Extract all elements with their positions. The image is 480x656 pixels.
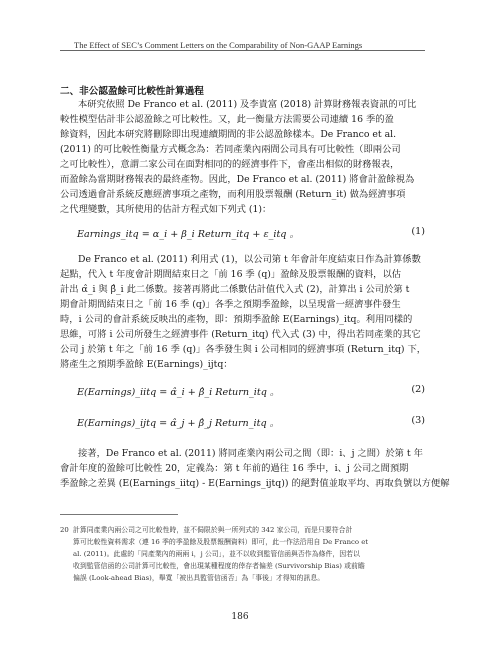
equation-number: (3) (411, 415, 425, 426)
paragraph-line: 餘資料，因此本研究將刪除即出現連續期間的非公認盈餘樣本。De Franco et al. (60, 129, 397, 140)
footnote-line: 計算同產業內兩公司之可比較性時，並不侷限於與一所列式的 342 家公司，而是只要符合計 (73, 526, 353, 534)
equation-formula: Earnings_itq = α_i + β_i Return_itq + ε_itq 。 (77, 229, 300, 240)
paragraph-line: 季盈餘之差異 (E(Earnings_iitq) - E(Earnings_ijtq)) 的絕對值並取平均、再取負號以方便解 (60, 478, 450, 489)
paragraph-line: 計出 α̂_i 與 β̂_i 此二係數。接著再將此二係數估計值代入式 (2)，計算出 i 公司於第 t (60, 284, 410, 295)
footnote-number: 20 (60, 526, 69, 534)
paragraph-line: 之可比較性），意謂二家公司在面對相同的的經濟事件下，會產出相似的財務報表， (60, 159, 400, 170)
paragraph-line: 期會計期間結束日之「前 16 季 (q)」各季之預期季盈餘，以呈現當一經濟事件發生 (60, 299, 401, 310)
equation-3 (77, 415, 425, 431)
paragraph-line: De Franco et al. (2011) 利用式 (1)，以公司第 t 年會計年度結束日作為計算係數 (78, 254, 421, 265)
paragraph-line: 會計年度的盈餘可比較性 20，定義為：第 t 年前的過往 16 季中，i、j 公司之間預期 (60, 463, 409, 474)
footnote (60, 524, 428, 584)
header-rule (60, 50, 425, 51)
paragraph-line: 將產生之預期季盈餘 E(Earnings)_ijtq： (60, 359, 233, 370)
page-number: 186 (231, 612, 249, 622)
footnote-line: 偏誤 (Look-ahead Bias)，舉寬「被出具監管信函否」為「事後」才得知的訊息。 (73, 574, 325, 582)
paragraph-1 (60, 97, 425, 217)
paragraph-line: 而盈餘為當期財務報表的最終產物。因此，De Franco et al. (2011) 將會計盈餘視為 (60, 174, 415, 185)
paragraph-line: 公司透過會計系統反應經濟事項之產物，而利用股票報酬 (Return_it) 做為經濟事項 (60, 189, 406, 200)
paragraph-line: (2011) 的可比較性衡量方式概念為：若同產業內兩間公司具有可比較性（即兩公司 (60, 144, 401, 155)
footnote-rule (60, 514, 178, 515)
equation-1 (77, 226, 425, 242)
footnote-line: 收到監管信函的公司計算可比較性，會出現某種程度的倖存者偏差 (Survivorship Bias) 或前瞻 (73, 562, 365, 570)
section-title: 二、非公認盈餘可比較性計算過程 (60, 86, 204, 97)
equation-formula: E(Earnings)_iitq = α̂_i + β̂_i Return_itq 。 (77, 387, 280, 398)
running-header: The Effect of SEC’s Comment Letters on the Comparability of Non-GAAP Earnings (74, 40, 363, 50)
equation-number: (2) (411, 384, 425, 395)
paragraph-line: 接著，De Franco et al. (2011) 將同產業內兩公司之間（即：i、j 之間）於第 t 年 (78, 448, 423, 459)
paragraph-line: 思維，可將 i 公司所發生之經濟事件 (Return_itq) 代入式 (3) 中，得出若同產業的其它 (60, 329, 421, 340)
footnote-line: 算可比較性資料需求（連 16 季的季盈餘及股票報酬資料）即可，此一作法沿用自 De Franco et (73, 538, 369, 546)
paragraph-line: 較性模型估計非公認盈餘之可比較性。又，此一衡量方法需要公司連續 16 季的盈 (60, 114, 394, 125)
equation-2 (77, 384, 425, 400)
equation-formula: E(Earnings)_ijtq = α̂_j + β̂_j Return_itq 。 (77, 418, 280, 429)
paragraph-line: 時，i 公司的會計系統反映出的產物，即：預期季盈餘 E(Earnings)_itq。利用同樣的 (60, 314, 413, 325)
paragraph-3 (60, 446, 450, 491)
paragraph-line: 起點，代入 t 年度會計期間結束日之「前 16 季 (q)」盈餘及股票報酬的資料，以估 (60, 269, 402, 280)
paragraph-line: 本研究依照 De Franco et al. (2011) 及李貴富 (2018) 計算財務報表資訊的可比 (78, 99, 417, 110)
footnote-line: al. (2011)。此處的「同產業內的兩兩 i，j 公司」，並不以收到監管信函與否作為條件，因若以 (73, 550, 360, 558)
paragraph-2 (60, 252, 425, 372)
paragraph-line: 之代理變數，其所使用的估計方程式如下列式 (1)： (60, 204, 272, 215)
paragraph-line: 公司 j 於第 t 年之「前 16 季 (q)」各季發生與 i 公司相同的經濟事項 (Return_itq) 下， (60, 344, 427, 355)
equation-number: (1) (411, 226, 425, 237)
